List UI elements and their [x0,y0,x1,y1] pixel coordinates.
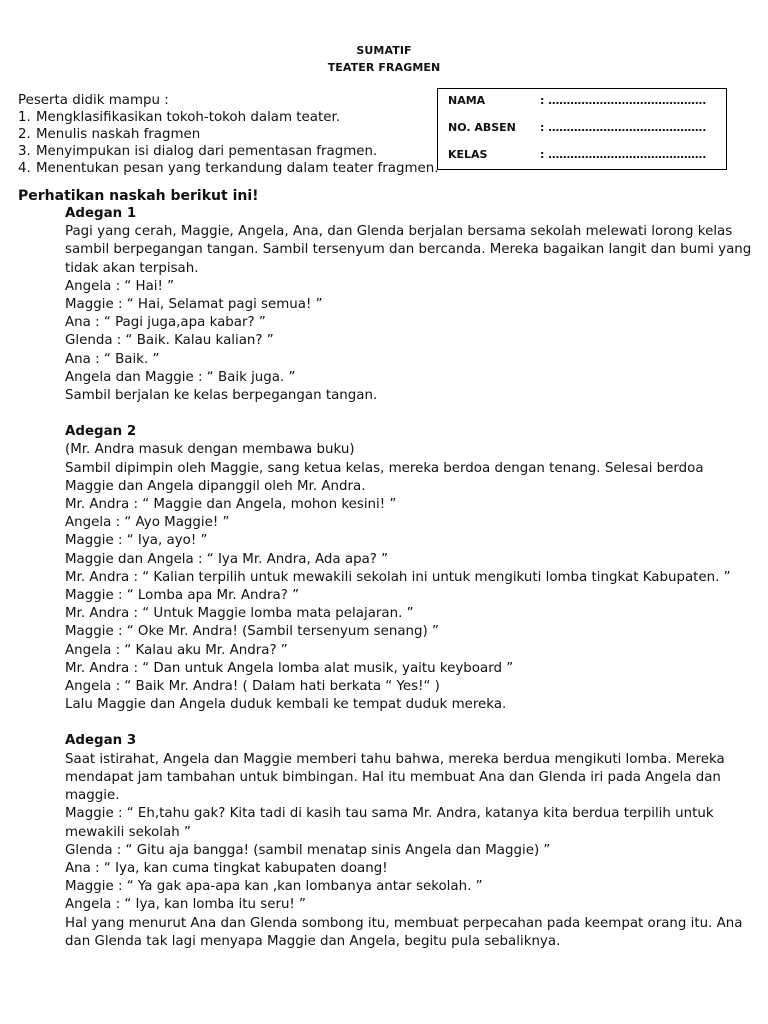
dialog-line: Ana : “ Pagi juga,apa kabar? ” [65,315,266,331]
objectives-list [18,92,439,177]
identity-box [437,88,727,170]
page-title: SUMATIF [356,44,412,57]
scene-narration: Sambil dipimpin oleh Maggie, sang ketua kelas, mereka berdoa dengan tenang. Selesai berdoa Maggie dan Angela dipanggil oleh Mr. Andra. [65,460,704,494]
dialog-line: Maggie : “ Oke Mr. Andra! (Sambil tersenyum senang) ” [65,624,439,640]
list-item [18,160,439,177]
dialog-line: Mr. Andra : “ Kalian terpilih untuk mewakili sekolah ini untuk mengikuti lomba tingkat Kabupaten. ” [65,569,731,585]
absen-label: NO. ABSEN [448,121,516,134]
scene-narration: Lalu Maggie dan Angela duduk kembali ke tempat duduk mereka. [65,697,507,713]
dialog-line: Mr. Andra : “ Maggie dan Angela, mohon kesini! ” [65,497,397,513]
scene-heading: Adegan 3 [65,733,137,749]
list-item [18,109,439,126]
scene-heading: Adegan 1 [65,206,137,221]
dialog-line: Maggie : “ Lomba apa Mr. Andra? ” [65,588,300,604]
absen-row[interactable] [448,121,706,134]
dialog-line: Angela dan Maggie : “ Baik juga. ” [65,369,296,385]
kelas-label: KELAS [448,148,488,161]
dialog-line: Glenda : “ Gitu aja bangga! (sambil menatap sinis Angela dan Maggie) ” [65,842,551,858]
scene-narration: Pagi yang cerah, Maggie, Angela, Ana, dan Glenda berjalan bersama sekolah melewati lorong kelas sambil berpegangan tangan. Sambil tersenyum dan bercanda. Mereka bagaikan langit dan bumi yang tidak akan terpisah. [65,224,752,276]
list-item [18,143,439,160]
scene-narration: Sambil berjalan ke kelas berpegangan tangan. [65,388,378,404]
item-number: 2. [18,127,31,142]
dialog-line: Maggie : “ Iya, ayo! ” [65,533,208,549]
name-row[interactable] [448,94,706,107]
dialog-line: Angela : “ Kalau aku Mr. Andra? ” [65,642,288,658]
item-number: 1. [18,110,31,125]
scene-1 [18,205,753,951]
objectives-intro: Peserta didik mampu : [18,93,169,108]
scene-heading: Adegan 2 [65,424,137,440]
dialog-line: Angela : “ Hai! ” [65,278,175,294]
item-number: 3. [18,144,31,159]
dialog-line: Maggie : “ Ya gak apa-apa kan ,kan lombanya antar sekolah. ” [65,879,483,895]
name-label: NAMA [448,94,486,107]
dialog-line: Ana : “ Iya, kan cuma tingkat kabupaten doang! [65,860,388,876]
item-text: Mengklasifikasikan tokoh-tokoh dalam teater. [36,110,341,125]
scene-narration: Saat istirahat, Angela dan Maggie memberi tahu bahwa, mereka berdua mengikuti lomba. Mereka mendapat jam tambahan untuk bimbingan. Hal itu membuat Ana dan Glenda iri pada Angela dan maggie. [65,751,725,804]
dialog-line: Maggie dan Angela : “ Iya Mr. Andra, Ada apa? ” [65,551,389,567]
dialog-line: Maggie : “ Eh,tahu gak? Kita tadi di kasih tau sama Mr. Andra, katanya kita berdua terpilih untuk mewakili sekolah ” [65,806,714,840]
item-text: Menyimpukan isi dialog dari pementasan fragmen. [36,144,378,159]
page-subtitle: TEATER FRAGMEN [327,61,441,74]
scene-narration: (Mr. Andra masuk dengan membawa buku) [65,442,355,458]
dialog-line: Glenda : “ Baik. Kalau kalian? ” [65,333,274,349]
absen-blank[interactable]: : ……………………………………. [540,121,707,134]
item-number: 4. [18,161,31,176]
instruction-heading: Perhatikan naskah berikut ini! [18,188,259,204]
item-text: Menulis naskah fragmen [36,127,201,142]
dialog-line: Mr. Andra : “ Untuk Maggie lomba mata pelajaran. ” [65,606,414,622]
kelas-blank[interactable]: : ……………………………………. [540,148,707,161]
script-content [18,188,753,951]
scene-narration: Hal yang menurut Ana dan Glenda sombong itu, membuat perpecahan pada keempat orang itu. Ana dan Glenda tak lagi menyapa Maggie dan Angela, begitu pula sebaliknya. [65,915,743,949]
list-item [18,126,439,143]
dialog-line: Angela : “ Iya, kan lomba itu seru! ” [65,897,306,913]
item-text: Menentukan pesan yang terkandung dalam teater fragmen. [36,161,439,176]
kelas-row[interactable] [448,148,706,161]
dialog-line: Maggie : “ Hai, Selamat pagi semua! ” [65,297,323,313]
name-blank[interactable]: : ……………………………………. [540,94,707,107]
dialog-line: Mr. Andra : “ Dan untuk Angela lomba alat musik, yaitu keyboard ” [65,660,514,676]
dialog-line: Ana : “ Baik. ” [65,351,160,367]
dialog-line: Angela : “ Ayo Maggie! ” [65,515,230,531]
dialog-line: Angela : “ Baik Mr. Andra! ( Dalam hati berkata “ Yes!“ ) [65,679,440,695]
